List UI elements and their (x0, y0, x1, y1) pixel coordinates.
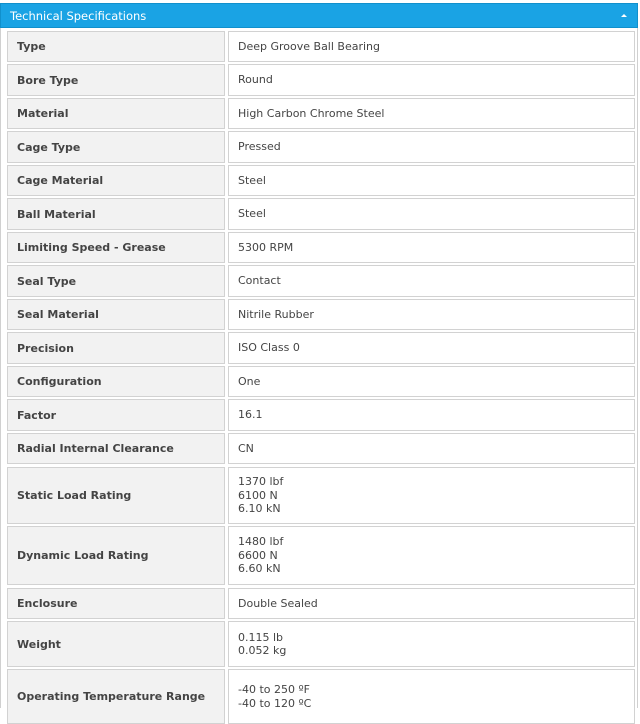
spec-row (7, 399, 635, 431)
spec-value-line: Round (238, 73, 273, 87)
spec-row (7, 265, 635, 297)
spec-value-line: Deep Groove Ball Bearing (238, 39, 381, 53)
collapse-icon[interactable] (621, 14, 627, 17)
spec-value (228, 621, 635, 667)
spec-value-line: -40 to 250 ºF (238, 683, 311, 696)
spec-value (228, 299, 635, 330)
spec-value (228, 98, 635, 129)
spec-value (228, 433, 635, 464)
spec-value (228, 588, 635, 619)
spec-row (7, 31, 635, 62)
spec-value (228, 332, 635, 364)
spec-label: Seal Type (7, 265, 225, 297)
spec-label: Dynamic Load Rating (7, 526, 225, 585)
spec-label: Radial Internal Clearance (7, 433, 225, 464)
spec-label: Type (7, 31, 225, 62)
spec-label: Bore Type (7, 64, 225, 96)
spec-label: Static Load Rating (7, 467, 225, 524)
spec-label: Operating Temperature Range (7, 669, 225, 724)
spec-value-line: One (238, 374, 261, 388)
spec-table (0, 28, 638, 708)
spec-value-line: 16.1 (238, 408, 263, 422)
spec-value (228, 232, 635, 263)
spec-row (7, 198, 635, 230)
spec-value (228, 31, 635, 62)
spec-label: Cage Type (7, 131, 225, 163)
spec-row (7, 433, 635, 464)
spec-label: Enclosure (7, 588, 225, 619)
spec-value-line: 6.60 kN (238, 562, 281, 576)
spec-value (228, 131, 635, 163)
spec-label: Material (7, 98, 225, 129)
spec-row (7, 131, 635, 163)
spec-value-line: 6100 N (238, 488, 278, 502)
spec-value-line: -40 to 120 ºC (238, 696, 312, 710)
panel-header[interactable] (0, 3, 638, 28)
spec-value-line: CN (238, 441, 254, 455)
spec-row (7, 332, 635, 364)
spec-value (228, 366, 635, 397)
panel-title: Technical Specifications (10, 9, 147, 23)
spec-value-line: 6.10 kN (238, 502, 281, 516)
spec-value (228, 265, 635, 297)
spec-value-line: Double Sealed (238, 596, 318, 610)
spec-value-line: Steel (238, 173, 266, 187)
spec-label: Configuration (7, 366, 225, 397)
spec-value (228, 198, 635, 230)
spec-value-line: Steel (238, 207, 266, 221)
spec-value (228, 64, 635, 96)
spec-value-line: 6600 N (238, 548, 278, 562)
spec-row (7, 526, 635, 585)
spec-row (7, 299, 635, 330)
spec-value-line: 1370 lbf (238, 475, 284, 489)
spec-label: Precision (7, 332, 225, 364)
spec-value (228, 399, 635, 431)
spec-value-line: 1480 lbf (238, 535, 284, 549)
spec-value-line: Contact (238, 274, 281, 288)
spec-label: Seal Material (7, 299, 225, 330)
spec-value-line: Pressed (238, 140, 281, 154)
spec-row (7, 232, 635, 263)
spec-label: Factor (7, 399, 225, 431)
spec-value-line: 0.052 kg (238, 644, 287, 657)
spec-label: Ball Material (7, 198, 225, 230)
spec-row (7, 98, 635, 129)
spec-value-line: 5300 RPM (238, 240, 294, 254)
spec-value-line: Nitrile Rubber (238, 307, 314, 321)
spec-row (7, 467, 635, 524)
spec-row (7, 669, 635, 724)
spec-value (228, 467, 635, 524)
spec-value (228, 669, 635, 724)
spec-value (228, 165, 635, 196)
spec-value-line: 0.115 lb (238, 630, 284, 644)
spec-label: Weight (7, 621, 225, 667)
spec-row (7, 165, 635, 196)
spec-value-line: ISO Class 0 (238, 341, 300, 355)
spec-label: Cage Material (7, 165, 225, 196)
spec-value (228, 526, 635, 585)
spec-label: Limiting Speed - Grease (7, 232, 225, 263)
spec-row (7, 366, 635, 397)
spec-row (7, 64, 635, 96)
spec-value-line: High Carbon Chrome Steel (238, 106, 385, 120)
spec-row (7, 588, 635, 619)
spec-row (7, 621, 635, 667)
